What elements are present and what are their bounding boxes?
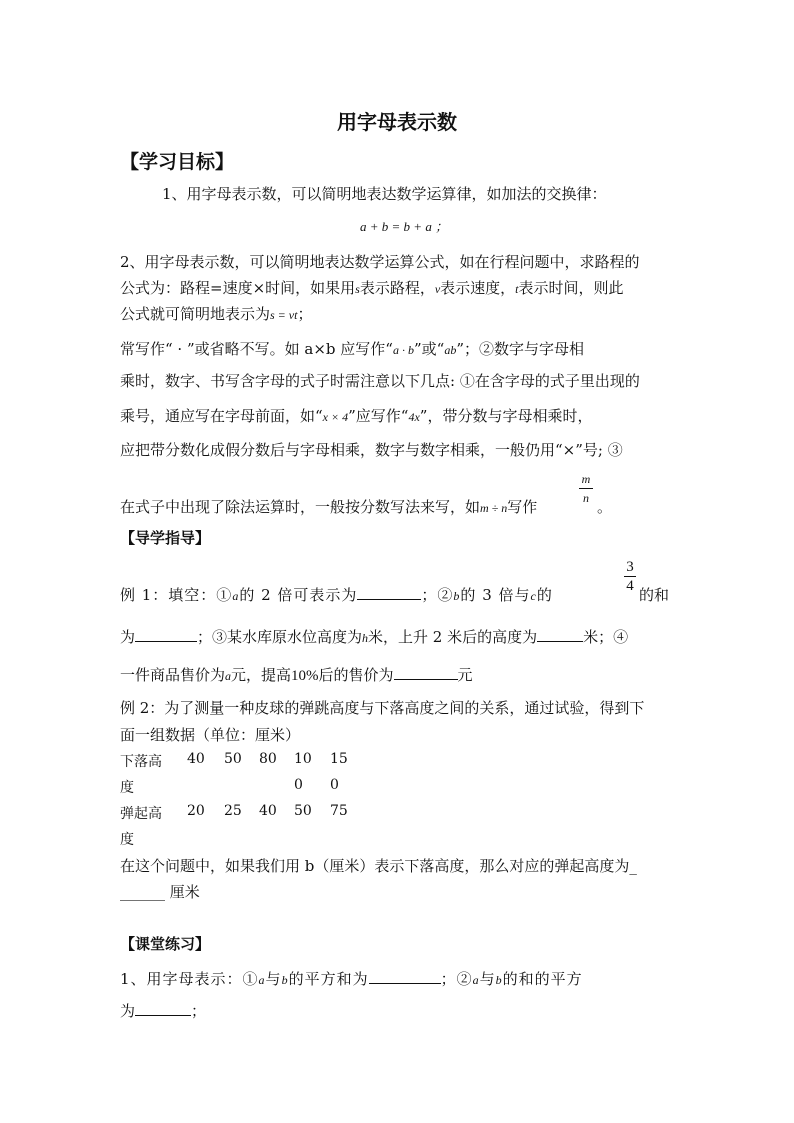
rule-line1 bbox=[120, 338, 584, 359]
text: 的和 bbox=[639, 586, 670, 604]
table-cell: 15 bbox=[330, 751, 348, 767]
table-cell: 25 bbox=[224, 803, 242, 819]
example-2-line1: 例 2：为了测量一种皮球的弹跳高度与下落高度之间的关系，通过试验，得到下 bbox=[120, 699, 645, 717]
text: 与 bbox=[479, 970, 496, 988]
table-cell: 50 bbox=[294, 803, 312, 819]
var-c: c bbox=[530, 589, 537, 603]
text: ；② bbox=[440, 970, 473, 988]
text: 例 1：填空：① bbox=[120, 586, 233, 604]
example-1-line3 bbox=[120, 664, 473, 685]
table-cell: 0 bbox=[330, 777, 339, 793]
table-row-label: 度 bbox=[120, 832, 134, 848]
table-cell: 10 bbox=[294, 751, 312, 767]
fraction-numerator: 3 bbox=[626, 559, 634, 575]
fraction-three-quarters bbox=[623, 558, 637, 595]
answer-blank[interactable] bbox=[369, 969, 441, 984]
expr-x-times-4: x × 4 bbox=[322, 410, 349, 424]
section-heading-objectives: 【学习目标】 bbox=[120, 151, 235, 173]
table-row-label: 弹起高 bbox=[120, 806, 162, 822]
table-cell: 20 bbox=[187, 803, 205, 819]
page-title: 用字母表示数 bbox=[337, 110, 457, 134]
fraction-numerator: m bbox=[581, 472, 591, 486]
text: 元，提高 bbox=[231, 666, 292, 684]
text: 写作 bbox=[507, 498, 538, 516]
var-a: a bbox=[258, 973, 266, 987]
text: 常写作“ · ”或省略不写。如 a×b 应写作“ bbox=[120, 340, 393, 358]
text: 与 bbox=[265, 970, 282, 988]
objective-2-line3 bbox=[120, 303, 312, 324]
var-v: v bbox=[434, 282, 441, 296]
table-cell: 40 bbox=[259, 803, 277, 819]
table-cell: 0 bbox=[294, 777, 303, 793]
table-row-label: 下落高 bbox=[120, 754, 162, 770]
var-h: h bbox=[362, 631, 369, 645]
text: 表示路程， bbox=[359, 279, 435, 297]
text: 表示时间，则此 bbox=[518, 279, 624, 297]
rule-line5 bbox=[120, 496, 537, 517]
text: 后的售价为 bbox=[318, 666, 394, 684]
text: 公式就可简明地表示为 bbox=[120, 305, 271, 323]
answer-blank[interactable] bbox=[394, 665, 458, 680]
answer-blank[interactable] bbox=[537, 627, 583, 642]
example-2-question-line1: 在这个问题中，如果我们用 b（厘米）表示下落高度，那么对应的弹起高度为_ bbox=[120, 857, 637, 875]
rule-line4: 应把带分数化成假分数后与字母相乘，数字与数字相乘，一般仍用“×”号; ③ bbox=[120, 441, 623, 459]
rule-line3 bbox=[120, 405, 592, 426]
text: 米；④ bbox=[583, 628, 629, 646]
fraction-denominator: 4 bbox=[626, 578, 634, 594]
text: ”应写作“ bbox=[348, 407, 409, 425]
text: 一件商品售价为 bbox=[120, 666, 226, 684]
text: ”，带分数与字母相乘时， bbox=[419, 407, 593, 425]
rule-line2: 乘时，数字、书写含字母的式子时需注意以下几点: ①在含字母的式子里出现的 bbox=[120, 372, 640, 390]
section-heading-practice: 【课堂练习】 bbox=[120, 935, 211, 953]
expr-ab: ab bbox=[444, 343, 457, 357]
var-s: s bbox=[355, 282, 360, 296]
text: 1、用字母表示：① bbox=[120, 970, 259, 988]
text: 元 bbox=[457, 666, 473, 684]
example-1-line1 bbox=[120, 584, 553, 605]
text: ； bbox=[297, 305, 313, 323]
text: ”或“ bbox=[413, 340, 445, 358]
table-cell: 80 bbox=[259, 751, 277, 767]
text: 在式子中出现了除法运算时，一般按分数写法来写，如 bbox=[120, 498, 481, 516]
text: 的 3 倍与 bbox=[460, 586, 531, 604]
text: 的和的平方 bbox=[502, 970, 583, 988]
text: 米，上升 2 米后的高度为 bbox=[368, 628, 538, 646]
expr-a-dot-b: a · b bbox=[392, 343, 414, 357]
text: ；② bbox=[421, 586, 454, 604]
answer-blank[interactable] bbox=[135, 1001, 191, 1016]
table-cell: 50 bbox=[224, 751, 242, 767]
fraction-denominator: n bbox=[583, 491, 589, 505]
objective-2-line1: 2、用字母表示数，可以简明地表达数学运算公式，如在行程问题中，求路程的 bbox=[120, 253, 640, 271]
text: 公式为：路程=速度×时间，如果用 bbox=[120, 279, 356, 297]
var-t: t bbox=[515, 282, 519, 296]
practice-1-line1 bbox=[120, 968, 583, 989]
example-1-line2 bbox=[120, 626, 628, 647]
table-cell: 75 bbox=[330, 803, 348, 819]
commutative-formula: a + b = b + a ； bbox=[360, 219, 449, 234]
text: 表示速度， bbox=[440, 279, 516, 297]
text: ；③某水库原水位高度为 bbox=[197, 628, 363, 646]
text: 为 bbox=[120, 628, 136, 646]
text: ； bbox=[191, 1002, 207, 1020]
text: 为 bbox=[120, 1002, 136, 1020]
section-heading-guide: 【导学指导】 bbox=[120, 529, 211, 547]
expr-4x: 4x bbox=[408, 410, 420, 424]
var-a: a bbox=[232, 589, 240, 603]
fraction-m-over-n bbox=[578, 470, 594, 507]
text: 的 bbox=[536, 586, 553, 604]
percent: 10% bbox=[291, 668, 319, 684]
distance-formula: s = vt bbox=[270, 308, 298, 322]
text: 乘号，通应写在字母前面，如“ bbox=[120, 407, 323, 425]
table-cell: 40 bbox=[187, 751, 205, 767]
practice-1-line2 bbox=[120, 1000, 206, 1021]
var-b: b bbox=[453, 589, 461, 603]
var-a: a bbox=[225, 669, 232, 683]
example-2-question-line2: ______ 厘米 bbox=[120, 883, 200, 901]
table-row-label: 度 bbox=[120, 780, 134, 796]
var-b: b bbox=[281, 973, 289, 987]
text: 的 2 倍可表示为 bbox=[239, 586, 358, 604]
objective-1: 1、用字母表示数，可以简明地表达数学运算律，如加法的交换律： bbox=[162, 185, 607, 203]
example-2-line2: 面一组数据（单位：厘米） bbox=[120, 726, 301, 744]
text: 。 bbox=[597, 498, 613, 516]
objective-2-line2 bbox=[120, 277, 624, 298]
answer-blank[interactable] bbox=[135, 627, 197, 642]
text: ”；②数字与字母相 bbox=[456, 340, 584, 358]
text: 的平方和为 bbox=[288, 970, 369, 988]
expr-m-div-n: m ÷ n bbox=[480, 501, 508, 515]
answer-blank[interactable] bbox=[357, 585, 421, 600]
var-a: a bbox=[472, 973, 480, 987]
var-b: b bbox=[495, 973, 503, 987]
